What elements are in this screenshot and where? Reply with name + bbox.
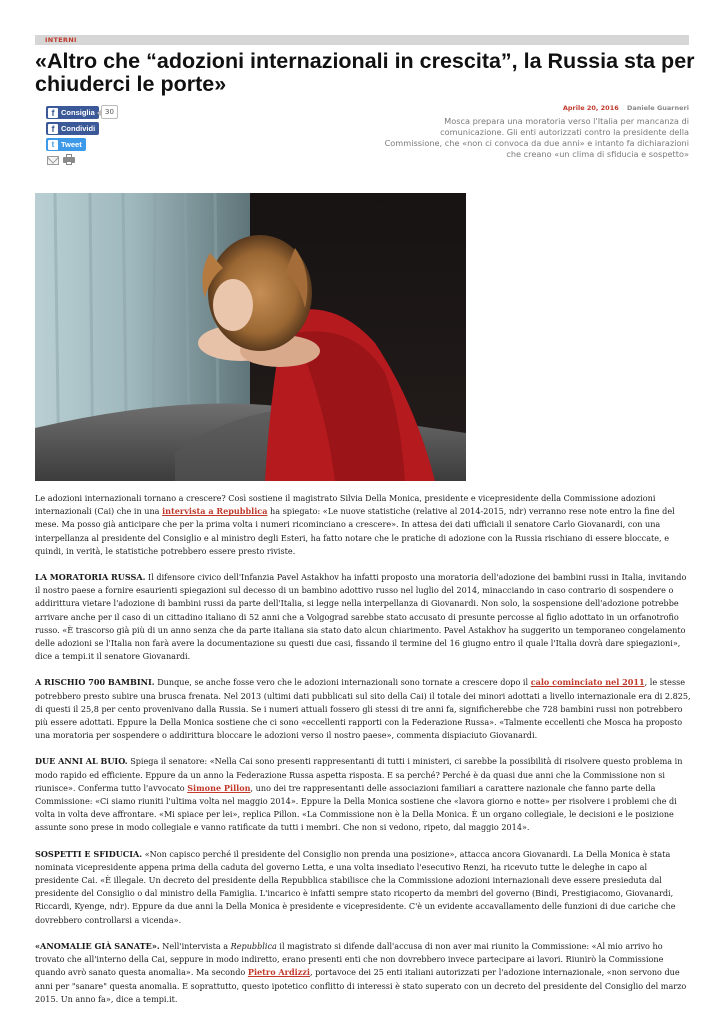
paragraph-text: ha spiegato: «Le nuove statistiche (relative al 2014-2015, ndr) verranno rese note entro la fine del mese. Ma posso già anticipare che per la prima volta i numeri ricominciano a crescere». In attesa dei dati ufficiali il senatore Carlo Giovanardi, con una interpellanza al presidente del Consiglio e al ministro degli Esteri, ha fatto notare che le pratiche di adozione con la Russia rischiano di essere bloccate, e quindi, in verità, le statistiche potrebbero essere presto riviste. xyxy=(35,506,675,556)
link-pietro-ardizzi[interactable]: Pietro Ardizzi xyxy=(247,967,310,978)
article-photo xyxy=(35,193,466,481)
facebook-share-button[interactable] xyxy=(46,122,99,135)
paragraph-text: , le stesse potrebbero presto subire una brusca frenata. Nel 2013 (ultimi dati pubblicati sul sito della Cai) il totale dei minori adottati a livello internazionale era di 2.825, di questi il 25,8 per cento provenivano dalla Russia. Se i numeri attuali fossero gli stessi di tre anni fa, significherebbe che 728 bambini russi non potrebbero più essere adottati. Eppure la Della Monica sostiene che ci sono «eccellenti rapporti con la Federazione Russa». «Talmente eccellenti che Mosca ha proposto una moratoria per sospendere o addirittura bloccare le adozioni verso il nostro paese», commenta dispiaciuto Giovanardi. xyxy=(35,677,691,741)
print-icon-paper-bottom xyxy=(66,161,72,165)
section-label[interactable]: INTERNI xyxy=(45,36,77,44)
paragraph-text: «Non capisco perché il presidente del Consiglio non prenda una posizione», attacca ancora Giovanardi. La Della Monica è stata nominata vicepresidente appena prima della caduta del governo Letta, e una volta insediato l'esecutivo Renzi, ha ricevuto tutte le deleghe in capo al presidente Cai. «È illegale. Un decreto del presidente della Repubblica stabilisce che la Commissione adozioni internazionali deve essere presieduta dal presidente del Consiglio o dal ministro della Famiglia. L'incarico è infatti sempre stato ricoperto da membri del governo (Bindi, Prestigiacomo, Giovanardi, Riccardi, Kyenge, ndr). Eppure da due anni la Della Monica è presidente e vicepresidente. C'è un evidente accavallamento delle funzioni di due cariche che dovrebbero controllarsi a vicenda». xyxy=(35,848,676,925)
paragraph-sospetti xyxy=(35,848,691,927)
twitter-icon: t xyxy=(48,140,58,150)
paragraph-text: Le adozioni internazionali tornano a crescere? Così sostiene il magistrato Silvia Della Monica, presidente e vicepresidente della Commissione adozioni internazionali (Cai) che in una xyxy=(35,493,656,517)
paragraph-heading: A RISCHIO 700 BAMBINI. xyxy=(35,677,155,688)
article-meta xyxy=(563,104,689,112)
facebook-like-label: Consiglia xyxy=(61,108,95,117)
paragraph-heading: «ANOMALIE GIÀ SANATE». xyxy=(35,940,160,951)
link-intervista-repubblica[interactable]: intervista a Repubblica xyxy=(162,506,268,517)
paragraph-text: Dunque, se anche fosse vero che le adozioni internazionali sono tornate a crescere dopo il xyxy=(154,677,531,688)
paragraph-text: Nell'intervista a xyxy=(159,940,231,951)
article-title: «Altro che “adozioni internazionali in crescita”, la Russia sta per chiuderci le porte» xyxy=(35,49,695,96)
twitter-tweet-button[interactable] xyxy=(46,138,86,151)
print-icon[interactable] xyxy=(63,154,75,165)
paragraph-text: , uno dei tre rappresentanti delle associazioni familiari a carattere nazionale che fanno parte della Commissione: «Ci siamo riuniti l'ultima volta nel maggio 2014». Eppure la Della Monica sostiene che «lavora giorno e notte» per risolvere i problemi che di volta in volta deve affrontare. «Mi spiace per lei», replica Pillon. «La Commissione non è la Della Monica. È un organo collegiale, le decisioni e le posizione assunte sono prese in modo collegiale e vanno ratificate da tutti i membri. Che non si vedono, ripeto, dal maggio 2014». xyxy=(35,782,677,833)
paragraph-italic: Repubblica xyxy=(230,940,277,951)
tweet-label: Tweet xyxy=(61,140,82,149)
email-icon[interactable] xyxy=(47,156,59,165)
paragraph-text: il magistrato si difende dall'accusa di non aver mai riunito la Commissione: «Al mio arrivo ho trovato che all'interno della Cai, seppure in modo indiretto, erano presenti enti che non dovrebbero invece partecipare ai lavori. Riunirò la Commissione quando avrò sanato questa anomalia». Ma secondo xyxy=(35,940,664,978)
article-summary: Mosca prepara una moratoria verso l'Italia per mancanza di comunicazione. Gli enti autorizzati contro la presidente della Commissione, che «non ci convoca da due anni» e intanto fa dichiarazioni che creano «un clima di sfiducia e sospetto» xyxy=(384,116,689,159)
link-calo-2011[interactable]: calo cominciato nel 2011 xyxy=(530,677,645,688)
link-simone-pillon[interactable]: Simone Pillon xyxy=(187,782,251,793)
paragraph-intro xyxy=(35,492,691,558)
paragraph-text: Il difensore civico dell'Infanzia Pavel Astakhov ha infatti proposto una moratoria dell'adozione dei bambini russi in Italia, invitando il nostro paese a fornire esaurienti spiegazioni sul decesso di un bambino adottivo russo nel luglio del 2014, minacciando in caso contrario di sospendere o addirittura vietare l'adozione di bambini russi da parte dell'Italia, si legge nella interpellanza di Giovanardi. Non solo, la sospensione dell'adozione potrebbe arrivare anche per il caso di un cittadino italiano di 52 anni che a Volgograd sarebbe stato accusato di presunte percosse al figlio adottato in un orfanotrofio russo. «È trascorso già più di un anno senza che da parte italiana sia stato dato alcun chiarimento. Pavel Astakhov ha suggerito un temporaneo congelamento delle adozioni se l'Italia non farà avere la documentazione su questi due casi, fissando il termine del 16 giugno entro il quale l'Italia dovrà dare spiegazioni», dice a tempi.it il senatore Giovanardi. xyxy=(35,572,687,662)
like-count: 30 xyxy=(101,105,118,119)
article-date: Aprile 20, 2016 xyxy=(562,104,619,112)
paragraph-heading: LA MORATORIA RUSSA. xyxy=(35,572,146,583)
paragraph-text: , portavoce dei 25 enti italiani autorizzati per l'adozione internazionale, «non servono due anni per "sanare" questa anomalia. E soprattutto, questo ipotetico conflitto di interessi è stato superato con un decreto del presidente del Consiglio del marzo 2015. Un anno fa», dice a tempi.it. xyxy=(35,967,687,1004)
facebook-share-label: Condividi xyxy=(61,124,96,133)
facebook-icon: f xyxy=(48,108,58,118)
paragraph-heading: DUE ANNI AL BUIO. xyxy=(35,756,128,767)
child-at-window-image xyxy=(35,193,466,481)
paragraph-anomalie xyxy=(35,940,691,1006)
article-author[interactable]: Daniele Guarneri xyxy=(627,104,689,112)
paragraph-rischio xyxy=(35,676,691,742)
paragraph-text: Spiega il senatore: «Nella Cai sono presenti rappresentanti di tutti i ministeri, ci sarebbe la possibilità di risolvere questo problema in modo rapido ed efficiente. Eppure da un anno la Federazione Russa aspetta risposta. E sa perché? Perché è da quasi due anni che la Commissione non si riunisce». Conferma tutto l'avvocato xyxy=(35,756,683,793)
facebook-icon: f xyxy=(48,124,58,134)
paragraph-due-anni xyxy=(35,755,691,834)
paragraph-heading: SOSPETTI E SFIDUCIA. xyxy=(35,848,143,859)
facebook-like-button[interactable] xyxy=(46,106,99,119)
paragraph-moratoria xyxy=(35,571,691,663)
article-body xyxy=(35,492,691,1019)
section-bar xyxy=(35,35,689,45)
